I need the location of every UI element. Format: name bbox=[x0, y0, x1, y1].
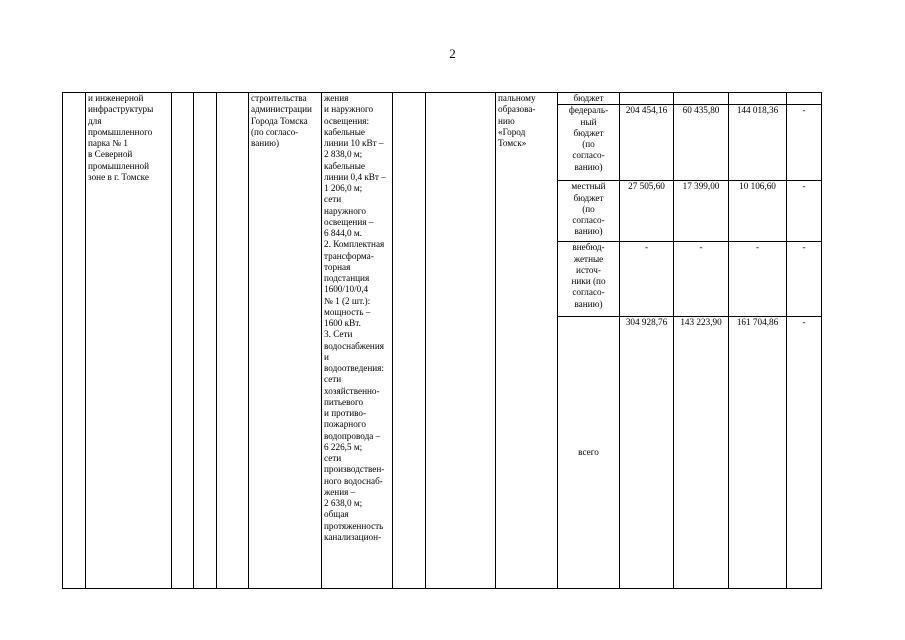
text-line: ванию) bbox=[251, 138, 280, 148]
text-line: согласо- bbox=[572, 150, 605, 161]
funding-year-2: 144 018,36 bbox=[729, 105, 787, 181]
funding-total bbox=[620, 93, 674, 105]
text-line: жения – bbox=[324, 486, 356, 497]
text-line: водопровода – bbox=[324, 430, 381, 441]
text-line: «Город bbox=[498, 126, 526, 137]
funding-year-2 bbox=[729, 93, 787, 105]
text-line: администрации bbox=[251, 104, 312, 115]
text-line: (по bbox=[582, 139, 595, 149]
text-line: питьевого bbox=[324, 396, 364, 407]
cell-num bbox=[63, 93, 86, 589]
text-line: сети bbox=[324, 453, 342, 463]
text-line: освещения: bbox=[324, 115, 370, 126]
text-line: и инженерной bbox=[88, 93, 144, 103]
text-line: и противо- bbox=[324, 408, 367, 418]
text-line: бюджет bbox=[573, 93, 604, 103]
text-line: торная bbox=[324, 261, 351, 272]
text-line: канализацион- bbox=[324, 531, 382, 542]
text-line: ванию) bbox=[574, 226, 603, 237]
text-line: ного водоснаб- bbox=[324, 475, 383, 486]
text-line: кабельные bbox=[324, 160, 365, 171]
funding-total: 27 505,60 bbox=[620, 181, 674, 242]
text-line: образова- bbox=[498, 104, 536, 115]
text-line: кабельные bbox=[324, 126, 365, 137]
text-line: всего bbox=[578, 447, 599, 458]
funding-total: 204 454,16 bbox=[620, 105, 674, 181]
funding-year-2: 10 106,60 bbox=[729, 181, 787, 242]
text-line: жетные bbox=[573, 253, 604, 264]
text-line: наружного bbox=[324, 205, 366, 216]
text-line: строительства bbox=[251, 93, 307, 103]
funding-year-1: 17 399,00 bbox=[674, 181, 729, 242]
text-line: 3. Сети bbox=[324, 329, 353, 340]
text-line: промышленной bbox=[88, 160, 149, 171]
text-line: 2 638,0 м; bbox=[324, 498, 363, 508]
funding-source bbox=[558, 105, 620, 181]
text-line: промышленного bbox=[88, 126, 153, 137]
object-name-cell bbox=[86, 93, 172, 589]
text-line: согласо- bbox=[572, 287, 605, 298]
text-line: источ- bbox=[576, 264, 601, 275]
text-line: бюджет bbox=[573, 127, 604, 138]
page-number: 2 bbox=[449, 46, 456, 61]
funding-source bbox=[558, 181, 620, 242]
text-line: освещения – bbox=[324, 216, 374, 227]
text-line: 1600/10/0,4 bbox=[324, 284, 369, 295]
text-line: (по bbox=[582, 203, 595, 214]
funding-source bbox=[558, 242, 620, 317]
characteristics-cell bbox=[322, 93, 393, 589]
funding-total: 304 928,76 bbox=[620, 317, 674, 589]
cell-empty-a bbox=[172, 93, 194, 589]
text-line: (по согласо- bbox=[251, 126, 299, 137]
text-line: согласо- bbox=[572, 215, 605, 225]
cell-empty-e bbox=[426, 93, 496, 589]
funding-source bbox=[558, 317, 620, 589]
funding-year-1: 60 435,80 bbox=[674, 105, 729, 181]
text-line: 1 206,0 м; bbox=[324, 183, 363, 193]
text-line: 6 226,5 м; bbox=[324, 441, 363, 452]
text-line: Томск» bbox=[498, 138, 527, 148]
text-line: ванию) bbox=[574, 161, 603, 172]
funding-year-3: - bbox=[787, 317, 822, 589]
text-line: 2 838,0 м; bbox=[324, 149, 363, 160]
text-line: № 1 (2 шт.): bbox=[324, 295, 371, 306]
recipient-cell bbox=[496, 93, 558, 589]
text-line: хозяйственно- bbox=[324, 385, 380, 396]
funding-year-1: - bbox=[674, 242, 729, 317]
cell-empty-b bbox=[194, 93, 217, 589]
text-line: и наружного bbox=[324, 104, 374, 115]
funding-year-3: - bbox=[787, 242, 822, 317]
customer-cell bbox=[249, 93, 322, 589]
text-line: федераль- bbox=[568, 105, 609, 116]
funding-year-3 bbox=[787, 93, 822, 105]
text-line: 1600 кВт. bbox=[324, 318, 361, 328]
cell-empty-d bbox=[393, 93, 426, 589]
text-line: производствен- bbox=[324, 464, 385, 475]
funding-source bbox=[558, 93, 620, 105]
text-line: трансформа- bbox=[324, 250, 374, 261]
text-line: для bbox=[88, 115, 102, 126]
text-line: парка № 1 bbox=[88, 138, 128, 148]
text-line: в Северной bbox=[88, 149, 133, 160]
text-line: подстанция bbox=[324, 273, 370, 283]
funding-total: - bbox=[620, 242, 674, 317]
funding-year-3: - bbox=[787, 181, 822, 242]
text-line: ванию) bbox=[574, 298, 603, 309]
text-line: мощность – bbox=[324, 306, 371, 317]
funding-year-1 bbox=[674, 93, 729, 105]
text-line: сети bbox=[324, 194, 342, 205]
text-line: протяженность bbox=[324, 520, 384, 531]
funding-year-2: - bbox=[729, 242, 787, 317]
text-line: ный bbox=[580, 116, 597, 127]
cell-empty-c bbox=[217, 93, 249, 589]
text-line: и bbox=[324, 351, 329, 362]
text-line: 6 844,0 м. bbox=[324, 228, 362, 238]
text-line: бюджет bbox=[573, 192, 604, 203]
text-line: Города Томска bbox=[251, 115, 308, 126]
text-line: местный bbox=[571, 181, 606, 192]
text-line: внебюд- bbox=[572, 242, 605, 253]
text-line: водоснабжения bbox=[324, 340, 384, 351]
funding-year-2: 161 704,86 bbox=[729, 317, 787, 589]
text-line: жения bbox=[324, 93, 349, 103]
funding-year-3: - bbox=[787, 105, 822, 181]
text-line: сети bbox=[324, 374, 342, 385]
investment-table bbox=[62, 92, 822, 589]
text-line: пальному bbox=[498, 93, 536, 103]
text-line: пожарного bbox=[324, 419, 366, 430]
text-line: линии 0,4 кВт – bbox=[324, 171, 386, 182]
text-line: водоотведения: bbox=[324, 363, 384, 373]
text-line: нию bbox=[498, 115, 515, 126]
text-line: 2. Комплектная bbox=[324, 239, 385, 250]
funding-year-1: 143 223,90 bbox=[674, 317, 729, 589]
text-line: линии 10 кВт – bbox=[324, 138, 384, 148]
text-line: зоне в г. Томске bbox=[88, 171, 149, 182]
text-line: инфраструктуры bbox=[88, 104, 154, 115]
text-line: ники (по bbox=[571, 276, 606, 286]
text-line: общая bbox=[324, 509, 349, 520]
